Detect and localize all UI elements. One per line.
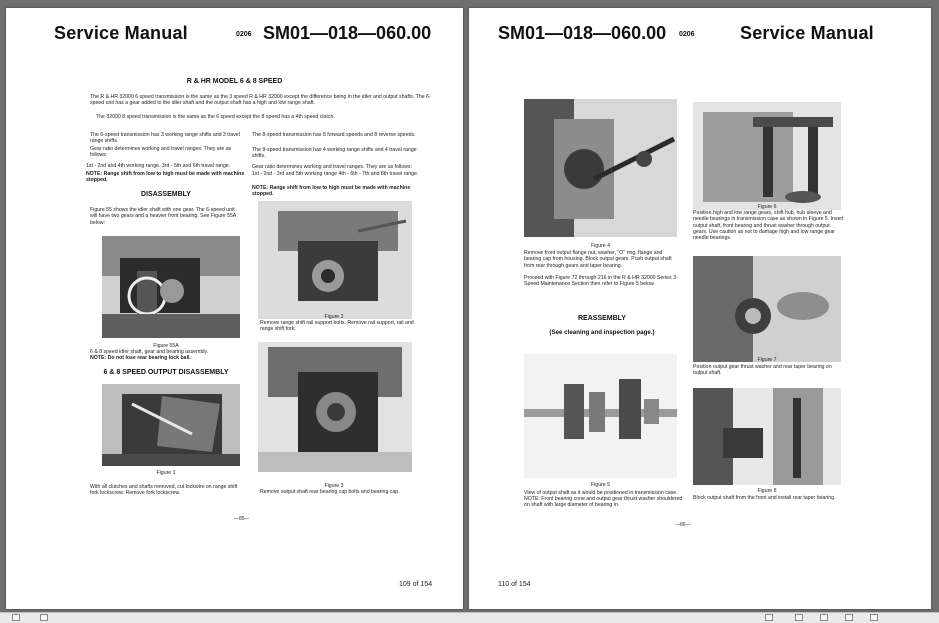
figure-55a-text: 6 & 8 speed idler shaft, gear and bearing assembly. <box>90 349 209 355</box>
page-header-number: SM01—018—060.00 <box>263 23 432 43</box>
figure-4-photo <box>524 99 677 237</box>
page-counter: 109 of 154 <box>399 581 433 588</box>
figure-1-photo <box>102 384 240 466</box>
col1-paragraph: Gear ratio determines working and travel ranges. They are as follows: <box>90 146 232 159</box>
figure-8-caption: Figure 8 <box>757 488 777 494</box>
photo-figure-icon <box>693 256 841 362</box>
figure-4-caption: Figure 4 <box>590 243 611 249</box>
figure-3-text: Remove output shaft rear bearing cap bolts and bearing cap. <box>260 489 400 495</box>
photo-figure-icon <box>524 99 677 237</box>
page-counter: 110 of 154 <box>498 581 531 588</box>
toolbar-icon[interactable] <box>820 614 828 621</box>
section-title: R & HR MODEL 6 & 8 SPEED <box>186 78 283 85</box>
page-header-title: Service Manual <box>54 23 188 43</box>
viewer-status-bar <box>0 612 939 623</box>
figure-4-text: Remove front output flange nut, washer, "O" ring, flange and bearing cap from housing. Block output gears. Push output shaft from rear through gears and taper bearing. <box>524 250 672 269</box>
figure-6-text: Position high and low range gears, shift hub, hub sleeve and needle bearings in transmission case as shown in Figure 5. Insert output shaft, front bearing and thrust washer through output gears. Use caution as not to damage high and low range gear needle bearings. <box>693 210 844 242</box>
left-page <box>6 8 463 609</box>
figure-1-caption: Figure 1 <box>156 470 176 476</box>
intro-paragraph: The R & HR 32000 6 speed transmission is the same as the 3 speed R & HR 32000 except the difference being in the idler and output shafts. The 6-speed unit has a gear added to the idler shaft and the output shaft has a high and low range shaft. <box>90 94 431 107</box>
figure-4-text-2: Proceed with Figure 72 through 216 in the R & HR 32000 Series 3-Speed Maintenance Section then refer to Figure 5 below. <box>524 275 678 288</box>
reassembly-title: REASSEMBLY <box>578 315 626 322</box>
figure-55a-photo <box>102 236 240 338</box>
page-header-title: Service Manual <box>740 23 874 43</box>
figure-6-photo <box>693 102 841 210</box>
figure-5-note: NOTE: Front bearing cone and output gear thrust washer shouldered on shaft with large diameter of bearing in. <box>524 496 683 509</box>
output-disassembly-title: 6 & 8 SPEED OUTPUT DISASSEMBLY <box>103 369 229 376</box>
col2-paragraph: The 8-speed transmission has 4 working range shifts and 4 travel range shifts. <box>252 147 417 160</box>
col1-paragraph: 1st - 2nd and 4th working range. 3rd - 5th and 6th travel range. <box>86 163 231 169</box>
figure-1-text: With all clutches and shafts removed, cut lockwire on range shift fork lockscrew. Remove fork lockscrew. <box>90 484 238 497</box>
figure-2-caption: Figure 2 <box>324 314 344 320</box>
toolbar-icon[interactable] <box>40 614 48 621</box>
toolbar-icon[interactable] <box>12 614 20 621</box>
reassembly-subtitle: (See cleaning and inspection page.) <box>549 329 655 336</box>
figure-55a-note: NOTE: Do not lose rear bearing lock ball. <box>90 355 191 361</box>
figure-7-caption: Figure 7 <box>757 357 777 363</box>
photo-figure-icon <box>258 342 412 472</box>
figure-5-caption: Figure 5 <box>590 482 611 488</box>
intro-paragraph-2: The 32000 8 speed transmission is the same as the 6 speed except the 8 speed has a 4th speed clutch. <box>96 114 335 120</box>
figure-5-text: View of output shaft as it would be positioned in transmission case. <box>524 490 678 496</box>
disassembly-title: DISASSEMBLY <box>141 191 191 198</box>
figure-8-photo <box>693 388 841 485</box>
page-mark: —86— <box>675 522 691 528</box>
col2-paragraph: 1st - 2nd - 3rd and 5th working range 4th - 6th - 7th and 8th travel range. <box>252 171 419 177</box>
page-header-code: 0206 <box>236 31 252 38</box>
photo-figure-icon <box>102 236 240 338</box>
figure-7-photo <box>693 256 841 362</box>
photo-figure-icon <box>258 201 412 319</box>
figure-3-photo <box>258 342 412 472</box>
right-page <box>469 8 931 609</box>
page-mark: —85— <box>234 516 250 522</box>
page-header-number: SM01—018—060.00 <box>498 23 667 43</box>
page-header-code: 0206 <box>679 31 695 38</box>
figure-2-text: Remove range shift rail support bolts. Remove rail support, rail and range shift fork. <box>260 320 414 333</box>
figure-7-text: Position output gear thrust washer and rear taper bearing on output shaft. <box>693 364 832 377</box>
figure-6-caption: Figure 6 <box>757 204 777 210</box>
figure-3-caption: Figure 3 <box>324 483 344 489</box>
col1-paragraph: The 6-speed transmission has 3 working range shifts and 3 travel range shifts. <box>90 132 240 145</box>
col2-note: NOTE: Range shift from low to high must be made with machine stopped. <box>252 185 411 198</box>
photo-figure-icon <box>693 388 841 485</box>
figure-5-photo <box>524 354 677 478</box>
toolbar-icon[interactable] <box>845 614 853 621</box>
disassembly-paragraph: Figure 55 shows the idler shaft with one gear. The 6-speed unit will have two gears and a heavier front bearing. See Figure 55A below: <box>90 207 236 226</box>
col2-paragraph: The 8-speed transmission has 8 forward speeds and 8 reverse speeds. <box>252 132 416 138</box>
toolbar-icon[interactable] <box>870 614 878 621</box>
photo-figure-icon <box>102 384 240 466</box>
col1-note: NOTE: Range shift from low to high must be made with machine stopped. <box>86 171 245 184</box>
toolbar-icon[interactable] <box>795 614 803 621</box>
figure-2-photo <box>258 201 412 319</box>
photo-figure-icon <box>693 102 841 210</box>
col2-paragraph: Gear ratio determines working and travel ranges. They are as follows: <box>252 164 412 170</box>
toolbar-icon[interactable] <box>765 614 773 621</box>
figure-8-text: Block output shaft from the front and install rear taper bearing. <box>693 495 836 501</box>
figure-55a-caption: Figure 55A <box>153 343 179 349</box>
photo-figure-icon <box>524 354 677 478</box>
